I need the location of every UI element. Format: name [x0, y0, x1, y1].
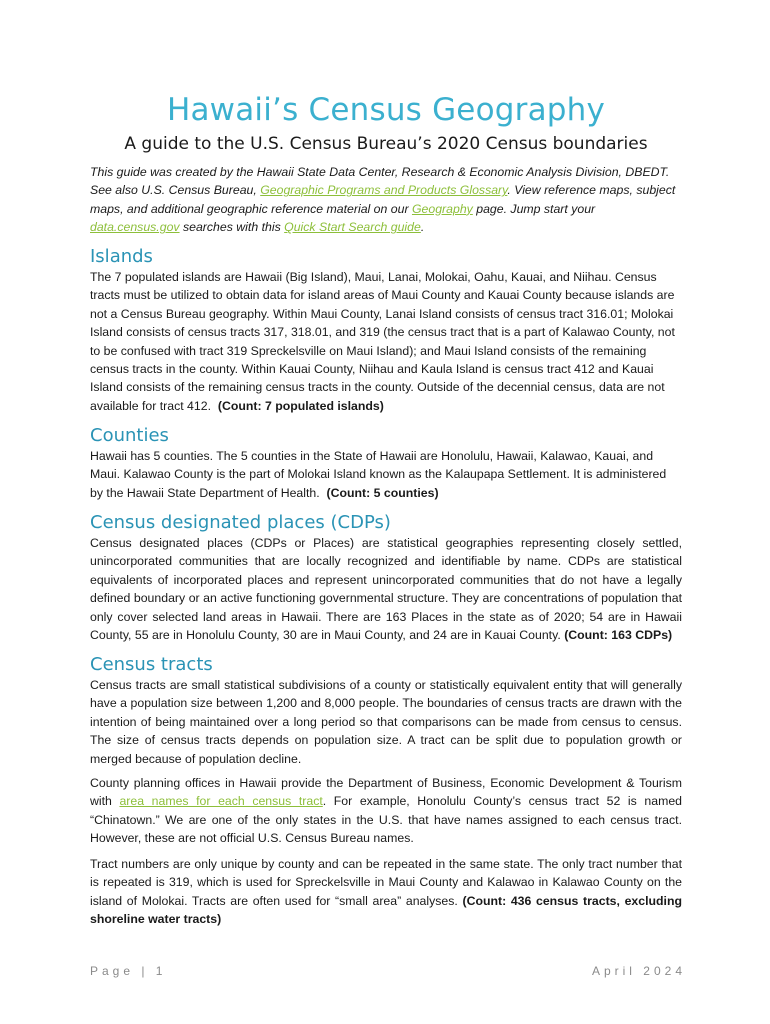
tracts-text: County planning offices in Hawaii provide the Department of Business, Economic Development & Tourism with: [90, 776, 682, 809]
counties-paragraph: [90, 447, 682, 502]
page-title: Hawaii’s Census Geography: [166, 92, 606, 128]
tracts-heading: Census tracts: [90, 654, 213, 675]
counties-text: Hawaii has 5 counties. The 5 counties in the State of Hawaii are Honolulu, Hawaii, Kalawao, Kauai, and Maui. Kalawao County is the part of Molokai Island known as the Kalaupapa Settlement. It is administered by the Hawaii State Department of Health.: [90, 449, 667, 500]
geography-link[interactable]: Geography: [411, 201, 473, 216]
counties-count: (Count: 5 counties): [326, 485, 439, 500]
tracts-count: (Count: 436 census tracts, excluding shoreline water tracts): [90, 893, 682, 927]
intro-text: page. Jump start your: [472, 201, 596, 216]
cdps-count: (Count: 163 CDPs): [564, 628, 673, 643]
intro-text: . View reference maps, subject maps, and additional geographic reference material on our: [90, 183, 676, 216]
tracts-paragraph-1: Census tracts are small statistical subdivisions of a county or statistically equivalent entity that will generally have a population size between 1,200 and 8,000 people. The boundaries of census tracts are drawn with the intention of being maintained over a long period so that comparisons can be made from census to census. The size of census tracts depends on population size. A tract can be split due to population growth or merged because of population decline.: [90, 678, 682, 766]
islands-text: The 7 populated islands are Hawaii (Big Island), Maui, Lanai, Molokai, Oahu, Kauai, and Niihau. Census tracts must be utilized to obtain data for island areas of Maui County and Kauai County because islands are not a Census Bureau geography. Within Maui County, Lanai Island consists of census tract 316.01; Molokai Island consists of census tracts 317, 318.01, and 319 (the census tract that is a part of Kalawao County, not to be confused with tract 319 Spreckelsville on Maui Island); and Maui Island consists of the remaining census tracts in the county. Within Kauai County, Niihau and Kaula Island is census tract 412 and Kauai Island consists of the remaining census tracts in the county. Outside of the decennial census, data are not available for tract 412.: [90, 270, 675, 413]
intro-text: .: [420, 220, 425, 235]
cdps-heading: Census designated places (CDPs): [90, 512, 391, 533]
cdps-paragraph: [90, 534, 682, 644]
tracts-text: . For example, Honolulu County’s census tract 52 is named “Chinatown.” We are one of the only states in the U.S. that have names assigned to each census tract. However, these are not official U.S. Census Bureau names.: [90, 794, 682, 846]
page-number: Page | 1: [90, 964, 167, 978]
counties-heading: Counties: [90, 425, 169, 446]
islands-paragraph: [90, 268, 682, 415]
intro-paragraph: [90, 163, 682, 237]
intro-text: searches with this: [179, 220, 285, 235]
islands-count: (Count: 7 populated islands): [217, 398, 384, 413]
tracts-paragraph-2: [90, 774, 682, 848]
tracts-text: Tract numbers are only unique by county and can be repeated in the same state. The only tract number that is repeated is 319, which is used for Spreckelsville in Maui County and Kalawao in Kalawao County on the island of Molokai. Tracts are often used for “small area” analyses.: [90, 857, 682, 908]
data-census-link[interactable]: data.census.gov: [90, 220, 180, 235]
footer-date: April 2024: [591, 964, 686, 978]
quick-start-link[interactable]: Quick Start Search guide: [284, 220, 421, 235]
tract-names-link[interactable]: area names for each census tract: [119, 794, 323, 809]
tracts-paragraph-3: [90, 855, 682, 929]
cdps-text: Census designated places (CDPs or Places) are statistical geographies representing closely settled, unincorporated communities that are locally recognized and identifiable by name. CDPs are statistical equivalents of incorporated places and represent unincorporated communities that do not have a legally defined boundary or an active functioning governmental structure. They are concentrations of population that only cover selected land areas in Hawaii. There are 163 Places in the state as of 2020; 54 are in Hawaii County, 55 are in Honolulu County, 30 are in Maui County, and 24 are in Kauai County.: [90, 536, 682, 643]
page-subtitle: A guide to the U.S. Census Bureau’s 2020 Census boundaries: [124, 134, 648, 154]
intro-text: This guide was created by the Hawaii State Data Center, Research & Economic Analysis Division, DBEDT. See also U.S. Census Bureau,: [90, 165, 670, 198]
islands-heading: Islands: [90, 246, 153, 267]
glossary-link[interactable]: Geographic Programs and Products Glossary: [260, 183, 508, 198]
